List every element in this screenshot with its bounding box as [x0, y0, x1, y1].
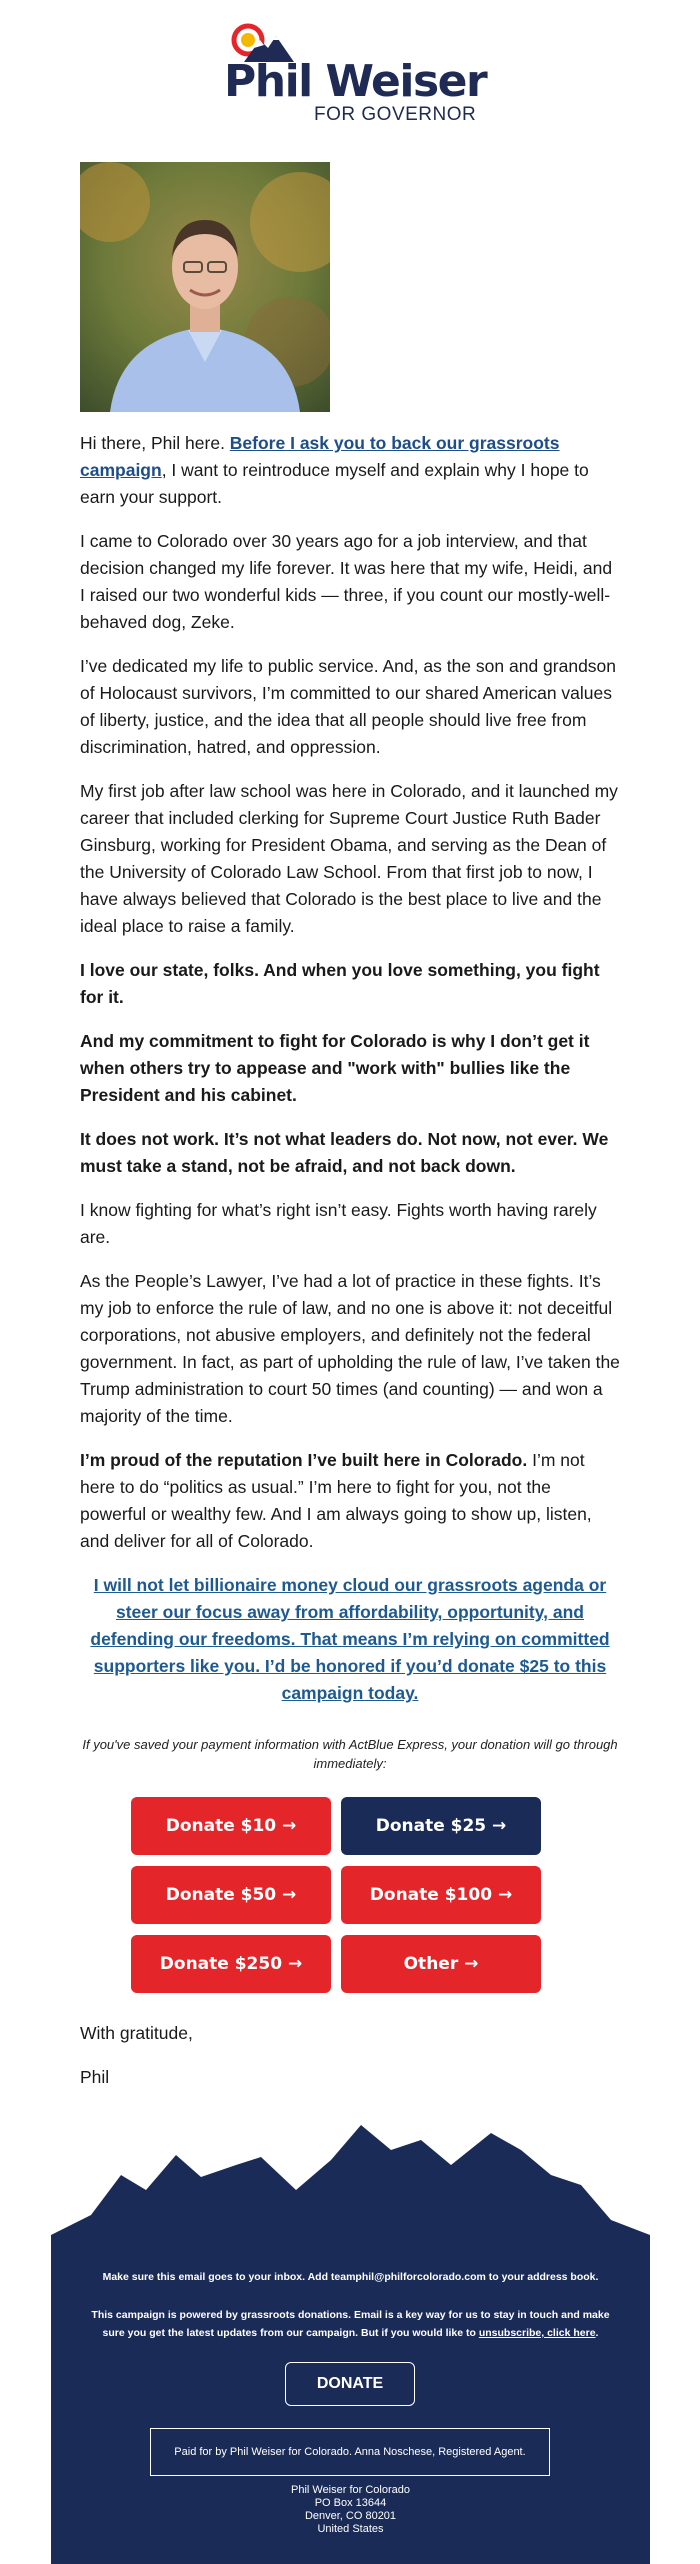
- address-pobox: PO Box 13644: [314, 2497, 387, 2509]
- donate-call-to-action: [80, 1572, 620, 1707]
- paragraph-fighting: I know fighting for what’s right isn’t easy. Fights worth having rarely are.: [80, 1200, 597, 1247]
- signature: Phil: [80, 2067, 110, 2087]
- paragraph-love-state: I love our state, folks. And when you love something, you fight for it.: [80, 960, 600, 1007]
- reputation-rest-text: I’m not here to do “politics as usual.” I’m here to fight for you, not the powerful or wealthy few. And I am always going to show up, listen, and deliver for all of Colorado.: [80, 1450, 592, 1551]
- paragraph-commitment: And my commitment to fight for Colorado is why I don’t get it when others try to appease and "work with" bullies like the President and his cabinet.: [80, 1031, 590, 1105]
- donate-25-button[interactable]: Donate $25 →: [341, 1797, 541, 1855]
- unsubscribe-link[interactable]: unsubscribe, click here: [478, 2327, 596, 2339]
- paid-for-disclaimer: [150, 2428, 550, 2476]
- footer-donate-button[interactable]: DONATE: [285, 2362, 415, 2406]
- actblue-note: If you've saved your payment information with ActBlue Express, your donation will go through immediately:: [82, 1737, 618, 1771]
- paragraph-intro: [80, 430, 620, 511]
- logo-subtitle: FOR GOVERNOR: [314, 104, 477, 125]
- intro-rest-text: , I want to reintroduce myself and explain why I hope to earn your support.: [80, 460, 589, 507]
- letter-body: [80, 430, 620, 1724]
- cta-donate-link[interactable]: I will not let billionaire money cloud our grassroots agenda or steer our focus away from affordability, opportunity, and defending our freedoms. That means I’m relying on committed supporters like you. I’d be honored if you’d donate $25 to this campaign today.: [90, 1575, 610, 1703]
- logo-name: Phil Weiser: [224, 56, 487, 107]
- paragraph-reputation: [80, 1447, 620, 1555]
- paragraph-colorado: I came to Colorado over 30 years ago for a job interview, and that decision changed my life forever. It was here that my wife, Heidi, and I raised our two wonderful kids — three, if you count our mostly-well-behaved dog, Zeke.: [80, 531, 613, 632]
- mailing-address: [51, 2484, 650, 2536]
- candidate-photo: [80, 162, 330, 412]
- paid-for-text: Paid for by Phil Weiser for Colorado. Anna Noschese, Registered Agent.: [174, 2445, 526, 2458]
- reputation-bold-text: I’m proud of the reputation I’ve built here in Colorado.: [80, 1450, 528, 1470]
- paragraph-public-service: I’ve dedicated my life to public service. And, as the son and grandson of Holocaust survivors, I’m committed to our shared American values of liberty, justice, and the idea that all people should live free from discrimination, hatred, and oppression.: [80, 656, 617, 757]
- donate-50-button[interactable]: Donate $50 →: [131, 1866, 331, 1924]
- campaign-logo[interactable]: [224, 18, 487, 128]
- paragraph-take-stand: It does not work. It’s not what leaders do. Not now, not ever. We must take a stand, not be afraid, and not back down.: [80, 1129, 609, 1176]
- intro-text: Hi there, Phil here.: [80, 433, 230, 453]
- donate-10-button[interactable]: Donate $10 →: [131, 1797, 331, 1855]
- footer-powered-note: [81, 2306, 620, 2342]
- footer-inbox-note: Make sure this email goes to your inbox. Add teamphil@philforcolorado.com to your address book.: [102, 2271, 599, 2283]
- donate-250-button[interactable]: Donate $250 →: [131, 1935, 331, 1993]
- donate-other-button[interactable]: Other →: [341, 1935, 541, 1993]
- paragraph-peoples-lawyer: As the People’s Lawyer, I’ve had a lot of practice in these fights. It’s my job to enforce the rule of law, and no one is above it: not deceitful corporations, not abusive employers, and definitely not the federal government. In fact, as part of upholding the rule of law, I’ve taken the Trump administration to court 50 times (and counting) — and won a majority of the time.: [80, 1271, 620, 1426]
- footer-powered-text: This campaign is powered by grassroots donations. Email is a key way for us to stay in touch and make sure you get the latest updates from our campaign. But if you would like to: [91, 2309, 610, 2339]
- paragraph-career: My first job after law school was here in Colorado, and it launched my career that included clerking for Supreme Court Justice Ruth Bader Ginsburg, working for President Obama, and serving as the Dean of the University of Colorado Law School. From that first job to now, I have always believed that Colorado is the best place to live and the ideal place to raise a family.: [80, 781, 618, 936]
- address-city: Denver, CO 80201: [304, 2510, 397, 2522]
- donate-100-button[interactable]: Donate $100 →: [341, 1866, 541, 1924]
- closing-gratitude: With gratitude,: [80, 2023, 193, 2043]
- grassroots-campaign-link[interactable]: Before I ask you to back our grassroots campaign: [80, 433, 560, 480]
- address-country: United States: [317, 2523, 384, 2535]
- address-org: Phil Weiser for Colorado: [290, 2484, 410, 2496]
- header: [0, 18, 700, 128]
- footer-powered-end: .: [595, 2327, 599, 2339]
